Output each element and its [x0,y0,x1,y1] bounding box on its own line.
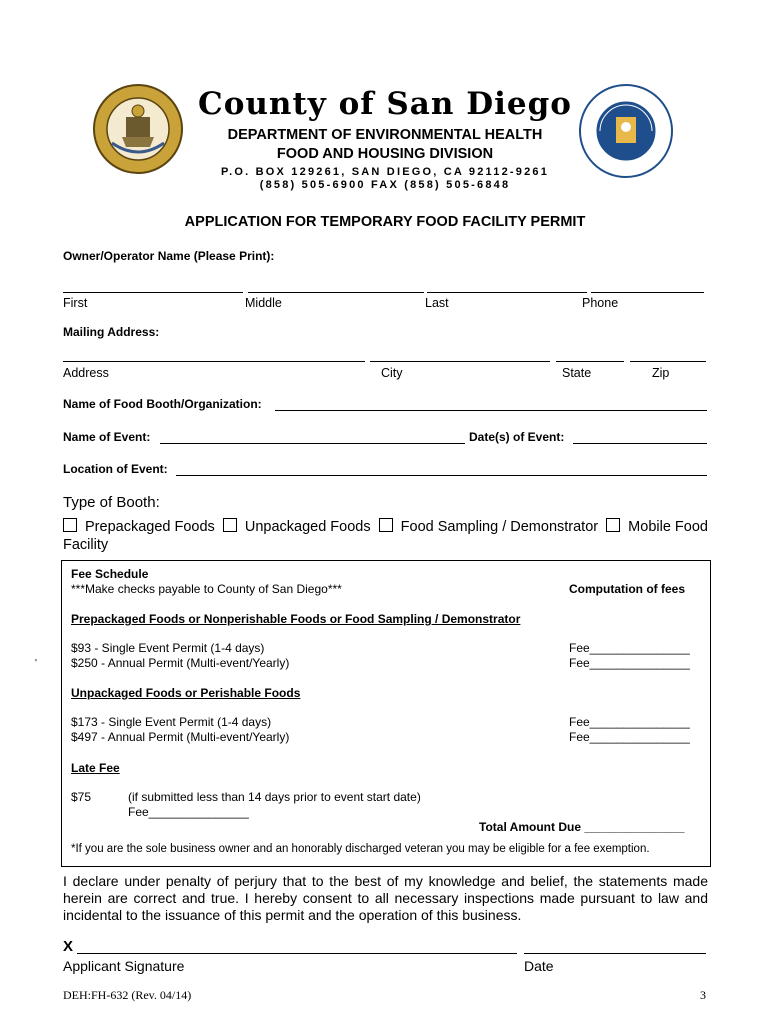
phone-field[interactable] [591,292,704,293]
unpackaged-checkbox[interactable] [223,518,237,532]
section-perishable-heading: Unpackaged Foods or Perishable Foods [71,686,301,700]
county-title: County of San Diego [198,86,572,122]
form-code: DEH:FH-632 (Rev. 04/14) [63,988,192,1002]
section-nonperishable-heading: Prepackaged Foods or Nonperishable Foods or Food Sampling / Demonstrator [71,612,521,626]
signature-label: Applicant Signature [63,958,185,974]
booth-type-heading: Type of Booth: [63,494,160,511]
total-amount-due[interactable]: Total Amount Due _______________ [479,820,685,834]
mobile-checkbox[interactable] [606,518,620,532]
mailing-address-header: P.O. BOX 129261, SAN DIEGO, CA 92112-9261 [220,166,550,178]
late-fee-heading: Late Fee [71,761,120,775]
middle-name-field[interactable] [248,292,424,293]
prepackaged-option[interactable] [63,518,215,535]
veteran-note: *If you are the sole business owner and an honorably discharged veteran you may be eligible for a fee exemption. [71,843,650,855]
unpackaged-option[interactable] [223,518,371,535]
state-field[interactable] [556,361,624,362]
booth-name-label: Name of Food Booth/Organization: [63,397,262,411]
event-location-field[interactable] [176,475,707,476]
county-seal-logo [92,83,184,175]
date-field[interactable] [524,953,706,954]
date-label: Date [524,958,554,974]
department-name: DEPARTMENT OF ENVIRONMENTAL HEALTH [227,127,543,143]
event-name-label: Name of Event: [63,430,151,444]
fee-line-250: $250 - Annual Permit (Multi-event/Yearly) [71,656,290,670]
booth-type-options [63,518,708,553]
city-field[interactable] [370,361,550,362]
prepackaged-label: Prepackaged Foods [85,519,215,535]
declaration-text: I declare under penalty of perjury that to the best of my knowledge and belief, the statements made herein are correct and true. I hereby consent to all necessary inspections made pursuant to law and incidental to the issuance of this permit and the operation of this business. [63,873,708,923]
sampling-label: Food Sampling / Demonstrator [400,519,599,535]
sampling-checkbox[interactable] [379,518,393,532]
checks-note: ***Make checks payable to County of San Diego*** [71,582,342,596]
deh-seal-logo [578,83,674,179]
unpackaged-label: Unpackaged Foods [244,519,371,535]
event-dates-label: Date(s) of Event: [469,430,565,444]
fee-line-173: $173 - Single Event Permit (1-4 days) [71,715,272,729]
booth-name-field[interactable] [275,410,707,411]
middle-label: Middle [245,296,282,310]
late-fee-description: (if submitted less than 14 days prior to event start date) [128,790,421,804]
division-name: FOOD AND HOUSING DIVISION [276,146,494,162]
computation-heading: Computation of fees [569,582,685,596]
fee-field-250[interactable]: Fee_______________ [569,656,690,670]
zip-field[interactable] [630,361,706,362]
event-location-label: Location of Event: [63,462,168,476]
phone-fax-header: (858) 505-6900 FAX (858) 505-6848 [259,179,511,191]
state-label: State [562,366,592,380]
fee-schedule-heading: Fee Schedule [71,567,149,581]
stray-mark: ' [35,658,37,669]
fee-line-497: $497 - Annual Permit (Multi-event/Yearly) [71,730,290,744]
page-number: 3 [700,988,706,1002]
owner-label: Owner/Operator Name (Please Print): [63,249,275,263]
last-name-field[interactable] [427,292,587,293]
fee-field-93[interactable]: Fee_______________ [569,641,690,655]
fee-line-93: $93 - Single Event Permit (1-4 days) [71,641,265,655]
street-address-field[interactable] [63,361,365,362]
form-title: APPLICATION FOR TEMPORARY FOOD FACILITY PERMIT [184,214,586,230]
phone-label: Phone [582,296,619,310]
fee-field-173[interactable]: Fee_______________ [569,715,690,729]
signature-field[interactable] [77,953,517,954]
mobile-option[interactable] [606,518,708,535]
event-dates-field[interactable] [573,443,707,444]
mobile-label: Mobile Food [628,519,708,535]
mailing-address-label: Mailing Address: [63,325,160,339]
city-label: City [381,366,403,380]
late-fee-amount: $75 [71,790,92,804]
fee-field-497[interactable]: Fee_______________ [569,730,690,744]
event-name-field[interactable] [160,443,465,444]
late-fee-field[interactable]: Fee_______________ [128,805,249,819]
last-label: Last [425,296,449,310]
first-label: First [63,296,88,310]
mobile-option-wrap: Facility [63,537,109,553]
first-name-field[interactable] [63,292,243,293]
signature-x-mark: X [63,938,74,955]
zip-label: Zip [652,366,670,380]
address-label: Address [63,366,109,380]
prepackaged-checkbox[interactable] [63,518,77,532]
sampling-option[interactable] [379,518,598,535]
